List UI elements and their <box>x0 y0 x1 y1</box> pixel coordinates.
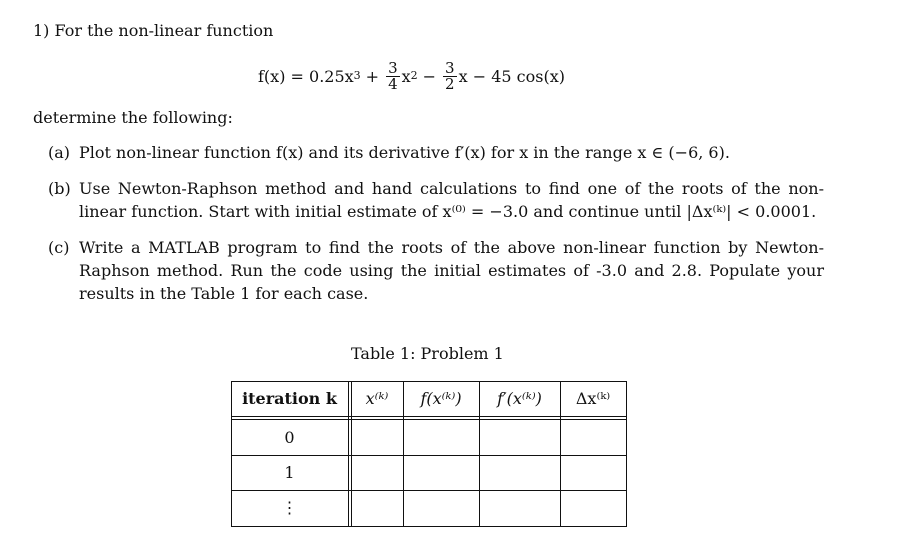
table-rule <box>626 381 627 527</box>
item-c-label: (c) <box>48 238 70 257</box>
table-header-iteration: iteration k <box>242 389 337 408</box>
table-row-k: 1 <box>284 463 295 482</box>
item-b-text: Use Newton-Raphson method and hand calculations to find one of the roots of the non-linear function. Start with initial estimate of x⁽⁰⁾ = −3.0 and continue until |Δx⁽ᵏ⁾| < 0.0001. <box>79 179 824 221</box>
fraction-denominator: 4 <box>388 74 398 93</box>
table-rule <box>348 381 349 527</box>
item-a-text: Plot non-linear function f(x) and its derivative f′(x) for x in the range x ∈ (−6, 6). <box>79 143 730 162</box>
determine-text: determine the following: <box>33 108 233 127</box>
item-c-text: Write a MATLAB program to find the roots of the above non-linear function by Newton-Raphson method. Run the code using the initial estimates of -3.0 and 2.8. Populate your results in the Table 1 for each case. <box>79 238 824 303</box>
problem-intro: 1) For the non-linear function <box>33 21 274 40</box>
table-header-dfx: f′(x⁽ᵏ⁾) <box>497 389 542 408</box>
formula-fraction-3-2 <box>443 58 457 93</box>
table-caption: Table 1: Problem 1 <box>351 344 504 363</box>
formula-fraction-3-4 <box>386 58 400 93</box>
table-header-fx: f(x⁽ᵏ⁾) <box>420 389 462 408</box>
fraction-numerator: 3 <box>388 58 398 77</box>
table-rule <box>231 490 627 491</box>
table-rule <box>231 526 627 527</box>
formula-lhs: f(x) = 0.25x <box>258 66 354 86</box>
table-rule <box>231 419 627 420</box>
table-rule <box>231 455 627 456</box>
table-header-x: x⁽ᵏ⁾ <box>365 389 389 408</box>
formula-tail: x − 45 cos(x) <box>458 66 565 86</box>
formula-plus: + <box>365 66 380 86</box>
table-rule <box>231 381 627 382</box>
formula-minus: − <box>422 66 437 86</box>
table-row-k: 0 <box>284 428 295 447</box>
item-b-label: (b) <box>48 179 71 198</box>
results-table <box>231 381 627 527</box>
formula-x-squared: x <box>401 66 411 86</box>
table-header-dx: Δx⁽ᵏ⁾ <box>575 389 611 408</box>
item-a-label: (a) <box>48 143 71 162</box>
table-rule <box>231 416 627 417</box>
table-row-k: ⋮ <box>281 498 298 517</box>
fraction-numerator: 3 <box>445 58 455 77</box>
function-formula: f(x) = 0.25x 3 + $\frac{3}{4}$ x 2 − $\frac{3}{2}$ x − 45 cos(x) <box>258 58 565 93</box>
fraction-denominator: 2 <box>445 74 455 93</box>
